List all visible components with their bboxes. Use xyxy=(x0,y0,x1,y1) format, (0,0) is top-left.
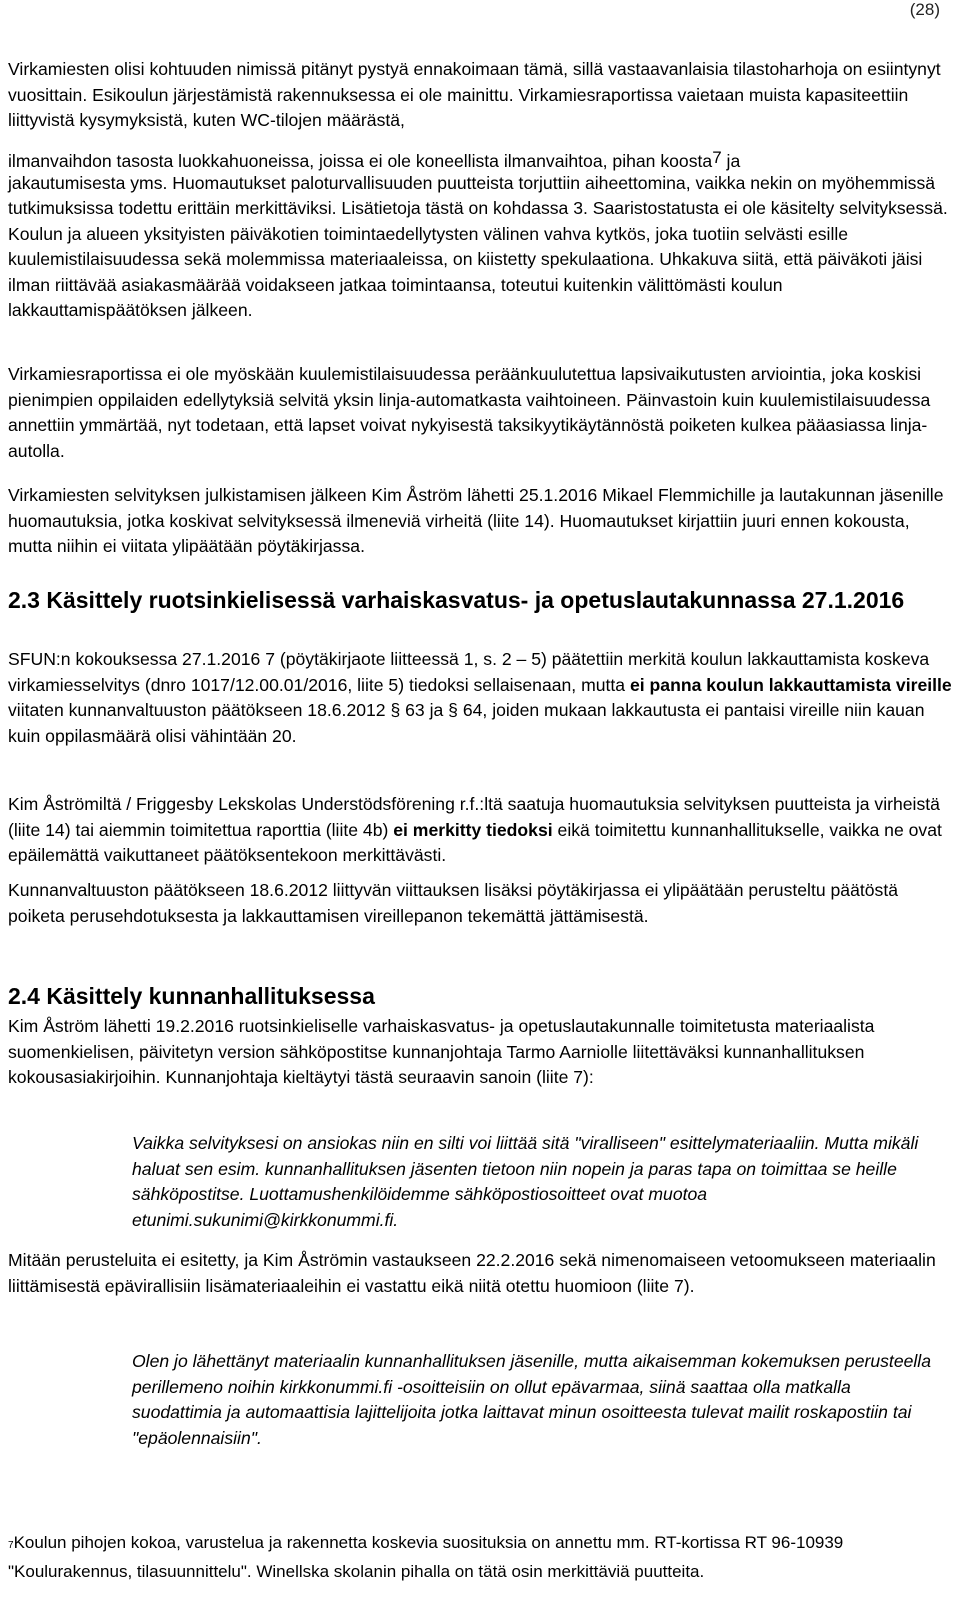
paragraph-4-text-b: viitaten kunnanvaltuuston päätökseen 18.6.2012 § 63 ja § 64, joiden mukaan lakkautusta ei pantaisi vireille niin kauan kuin oppilasmäärä olisi vähintään 20. xyxy=(8,700,925,746)
footnote xyxy=(8,1530,953,1585)
paragraph-1-line4-tail: ja xyxy=(721,151,741,171)
quote-1: Vaikka selvityksesi on ansiokas niin en silti voi liittää sitä "viralliseen" esittelymateriaaliin. Mutta mikäli haluat sen esim. kunnanhallituksen jäsenten tietoon niin nopein ja paras tapa on toimittaa se heille sähköpostitse. Luottamushenkilöidemme sähköpostiosoitteet ovat muotoa etunimi.sukunimi@kirkkonummi.fi. xyxy=(132,1133,919,1230)
paragraph-4-text-a: SFUN:n kokouksessa 27.1.2016 7 (pöytäkirjaote liitteessä 1, s. 2 – 5) päätettiin merkitä koulun lakkauttamista koskeva virkamiesselvitys (dnro 1017/12.00.01/2016, liite 5) tiedoksi sellaisenaan, mutta xyxy=(8,649,930,695)
heading-2-4: 2.4 Käsittely kunnanhallituksessa xyxy=(8,983,375,1009)
heading-2-3: 2.3 Käsittely ruotsinkielisessä varhaiskasvatus- ja opetuslautakunnassa 27.1.2016 xyxy=(8,587,905,613)
paragraph-1-line4-text: ilmanvaihdon tasosta luokkahuoneissa, joissa ei ole koneellista ilmanvaihtoa, pihan koosta xyxy=(8,151,713,171)
paragraph-4-bold: ei panna koulun lakkauttamista vireille xyxy=(629,674,952,695)
quote-2: Olen jo lähettänyt materiaalin kunnanhallituksen jäsenille, mutta aikaisemman kokemuksen perusteella perillemeno noihin kirkkonummi.fi -osoitteisiin on ollut epävarmaa, siinä saattaa olla matkalla suodattimia ja automaattisia lajittelijoita jotka laittavat minun osoitteesta tulevat mailit roskapostiin tai "epäolennaisiin". xyxy=(132,1351,931,1448)
page-number: (28) xyxy=(909,0,940,19)
paragraph-7: Kim Åström lähetti 19.2.2016 ruotsinkieliselle varhaiskasvatus- ja opetuslautakunnalle toimitetusta materiaalista suomenkielisen, päivitetyn version sähköpostitse kunnanjohtaja Tarmo Aarniolle liitettäväksi kunnanhallituksen kokousasiakirjoihin. Kunnanjohtaja kieltäytyi tästä seuraavin sanoin (liite 7): xyxy=(8,1016,875,1088)
paragraph-5 xyxy=(8,792,953,869)
paragraph-3: Virkamiesten selvityksen julkistamisen jälkeen Kim Åström lähetti 25.1.2016 Mikael Flemmichille ja lautakunnan jäsenille huomautuksia, jotka koskivat selvityksessä ilmeneviä virheitä (liite 14). Huomautukset kirjattiin juuri ennen kokousta, mutta niihin ei viitata ylipäätään pöytäkirjassa. xyxy=(8,485,944,557)
paragraph-2: Virkamiesraportissa ei ole myöskään kuulemistilaisuudessa peräänkuulutettua lapsivaikutusten arviointia, joka koskisi pienimpien oppilaiden edellytyksiä selvitä yksin linja-automatkasta vaihtoineen. Päinvastoin kuin kuulemistilaisuudessa annettiin ymmärtää, nyt todetaan, että lapset voivat nykyisestä taksikyytikäytännöstä poiketen kulkea pääasiassa linja-autolla. xyxy=(8,364,931,461)
footnote-text: Koulun pihojen kokoa, varustelua ja rakennetta koskevia suosituksia on annettu mm. RT-kortissa RT 96-10939 "Koulurakennus, tilasuunnittelu". Winellska skolanin pihalla on tätä osin merkittäviä puutteita. xyxy=(8,1533,844,1581)
paragraph-1: Virkamiesten olisi kohtuuden nimissä pitänyt pystyä ennakoimaan tämä, sillä vastaavanlaisia tilastoharhoja on esiintynyt vuosittain. Esikoulun järjestämistä rakennuksessa ei ole mainittu. Virkamiesraportissa vaietaan muista kapasiteettiin liittyvistä kysymyksistä, kuten WC-tilojen määrästä, xyxy=(8,59,941,131)
footnote-reference[interactable]: 7 xyxy=(712,148,722,167)
paragraph-5-bold: ei merkitty tiedoksi xyxy=(393,819,553,840)
paragraph-5-text-a: Kim Åströmiltä / Friggesby Lekskolas Understödsförening r.f.:ltä saatuja huomautuksia selvityksen puutteista ja virheistä (liite 14) tai aiemmin toimitettua raporttia (liite 4b) xyxy=(8,794,940,840)
paragraph-8: Mitään perusteluita ei esitetty, ja Kim Åströmin vastaukseen 22.2.2016 sekä nimenomaiseen vetoomukseen materiaalin liittämisestä epävirallisiin lisämateriaaleihin ei vastattu eikä niitä otettu huomioon (liite 7). xyxy=(8,1250,936,1296)
paragraph-1-continued: jakautumisesta yms. Huomautukset paloturvallisuuden puutteista torjuttiin aiheettomina, vaikka nekin on myöhemmissä tutkimuksissa todettu erittäin merkittäviksi. Lisätietoja tästä on kohdassa 3. Saaristostatusta ei ole käsitelty selvityksessä. Koulun ja alueen yksityisten päiväkotien toimintaedellytysten välinen vahva kytkös, joka tuotiin selvästi esille kuulemistilaisuudessa sekä molemmissa materiaaleissa, on kiistetty spekulaationa. Uhkakuva siitä, että päiväkoti jäisi ilman riittävää asiakasmäärää voidakseen jatkaa toimintaansa, toteutui kuitenkin välittömästi koulun lakkauttamispäätöksen jälkeen. xyxy=(8,173,948,321)
paragraph-4 xyxy=(8,647,953,749)
paragraph-5-text-b: eikä toimitettu kunnanhallitukselle, vaikka ne ovat epäilemättä vaikuttaneet päätöksentekoon merkittävästi. xyxy=(8,819,942,866)
footnote-number: 7 xyxy=(8,1540,14,1551)
paragraph-6: Kunnanvaltuuston päätökseen 18.6.2012 liittyvän viittauksen lisäksi pöytäkirjassa ei ylipäätään perusteltu päätöstä poiketa perusehdotuksesta ja lakkauttamisen vireillepanon tekemättä jättämisestä. xyxy=(8,880,899,926)
